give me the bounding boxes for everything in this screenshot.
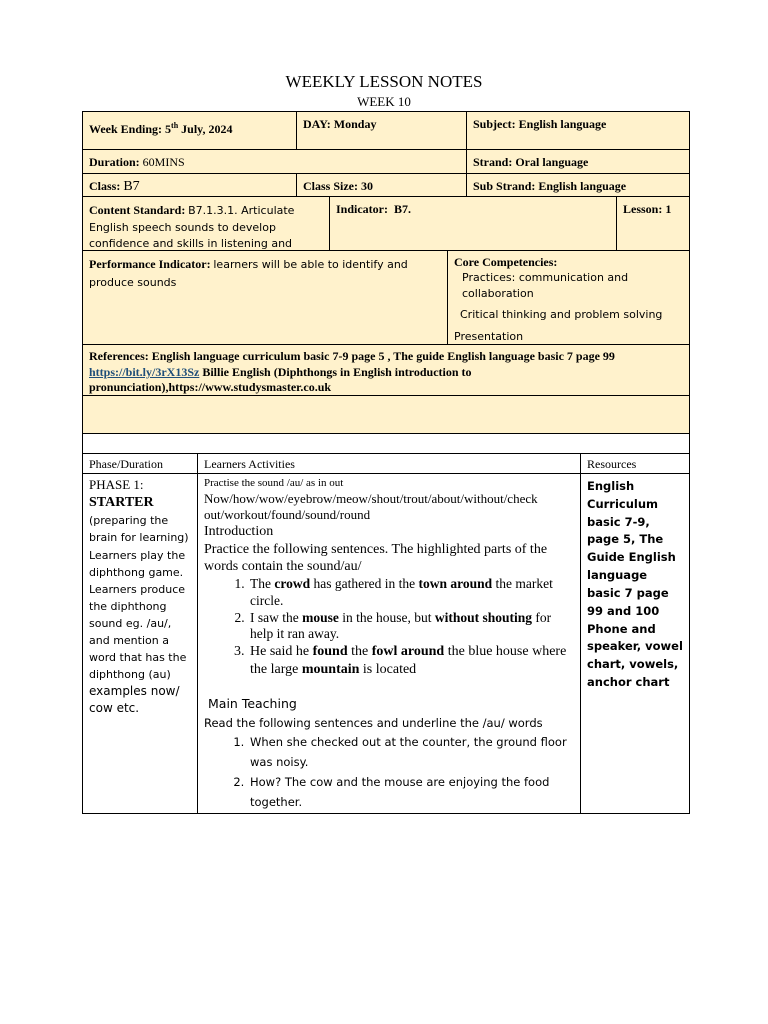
content-standard-text: . Articulate English speech sounds to develop confidence and skills in listening and xyxy=(89,204,295,250)
references-text1: English language curriculum basic 7-9 page 5 , The guide English language basic 7 page 99 xyxy=(151,349,615,363)
duration-value: 60MINS xyxy=(142,155,185,169)
class-size-label: Class Size: xyxy=(303,179,358,193)
lesson-cell xyxy=(616,196,690,251)
subject-label: Subject: xyxy=(473,117,516,131)
intro-sentence: 1. The crowd has gathered in the town around the market circle. xyxy=(248,576,574,610)
core-competencies-cell xyxy=(447,250,690,345)
day-value: Monday xyxy=(333,117,377,131)
strand-label: Strand: xyxy=(473,155,513,169)
sub-strand-label: Sub Strand: xyxy=(473,179,536,193)
document-title: WEEKLY LESSON NOTES xyxy=(285,72,483,91)
week-ending-label: Week Ending: xyxy=(89,122,166,136)
subject-cell xyxy=(466,111,690,150)
phase-name: STARTER xyxy=(89,494,154,510)
performance-label: Performance Indicator: xyxy=(89,257,211,271)
day-label: DAY: xyxy=(303,117,331,131)
core-item: Presentation xyxy=(454,329,524,343)
duration-cell xyxy=(82,149,467,174)
references-link[interactable]: https://bit.ly/3rX13Sz xyxy=(89,364,200,379)
core-item: Practices: communication and collaboration xyxy=(462,271,629,301)
main-sentence: 1. When she checked out at the counter, the ground floor was noisy. xyxy=(248,732,574,772)
week-ending-day: 5 xyxy=(165,122,172,136)
references-cell xyxy=(82,344,690,396)
activities-header: Learners Activities xyxy=(197,453,581,474)
intro-heading: Introduction xyxy=(204,524,274,540)
main-sentence-list xyxy=(204,732,574,813)
main-instruction: Read the following sentences and underline the /au/ words xyxy=(204,716,543,731)
phase-examples: examples now/ cow etc. xyxy=(89,683,180,716)
week-ending-sup: th xyxy=(171,121,179,130)
intro-instruction: Practice the following sentences. The highlighted parts of the words contain the sound/au/ xyxy=(204,542,548,575)
phase-title: PHASE 1: xyxy=(89,477,144,492)
strand-value: Oral language xyxy=(515,155,589,169)
intro-sentence: 2. I saw the mouse in the house, but without shouting for help it ran away. xyxy=(248,610,574,644)
performance-indicator-cell xyxy=(82,250,448,345)
subject-value: English language xyxy=(518,117,607,131)
activities-cell xyxy=(197,473,581,814)
content-standard-cell xyxy=(82,196,330,251)
sub-strand-value: English language xyxy=(538,179,627,193)
lesson-value: 1 xyxy=(665,202,672,216)
week-ending-cell xyxy=(82,111,297,150)
phase-note: (preparing the brain for learning) Learners play the diphthong game. Learners produce the diphthong sound eg. /au/, and mention a word that has the diphthong (au) xyxy=(89,514,189,681)
content-standard-code: B7.1.3.1 xyxy=(188,204,235,217)
class-cell xyxy=(82,173,297,197)
strand-cell xyxy=(466,149,690,174)
phase-header: Phase/Duration xyxy=(82,453,198,474)
core-label: Core Competencies: xyxy=(454,255,558,269)
week-number: WEEK 10 xyxy=(357,94,411,109)
week-ending-rest: July, 2024 xyxy=(178,122,233,136)
intro-sentence: 3. He said he found the fowl around the blue house where the large mountain is located xyxy=(248,643,574,678)
sub-strand-cell xyxy=(466,173,690,197)
content-standard-label: Content Standard: xyxy=(89,203,186,217)
performance-text: learners will be able to identify and produce sounds xyxy=(89,258,408,290)
day-cell xyxy=(296,111,467,150)
class-label: Class: xyxy=(89,179,121,193)
main-sentence: 2. How? The cow and the mouse are enjoying the food together. xyxy=(248,772,574,812)
phase-cell xyxy=(82,473,198,814)
references-text2: Billie English (Diphthongs in English introduction to pronunciation),https://www.studysmaster.co.uk xyxy=(89,364,472,395)
practise-line: Practise the sound /au/ as in out xyxy=(204,477,344,489)
resources-cell: English Curriculum basic 7-9, page 5, The Guide English language basic 7 page 99 and 100 Phone and speaker, vowel chart, vowels, anchor chart xyxy=(580,473,690,814)
class-size-value: 30 xyxy=(361,179,373,193)
indicator-value: B7. xyxy=(394,202,412,216)
intro-sentence-list xyxy=(204,576,574,679)
empty-row xyxy=(82,395,690,434)
word-list: Now/how/wow/eyebrow/meow/shout/trout/about/without/check out/workout/found/sound/round xyxy=(204,490,538,523)
indicator-cell xyxy=(329,196,617,251)
references-label: References: xyxy=(89,349,149,363)
duration-label: Duration: xyxy=(89,155,140,169)
lesson-label: Lesson: xyxy=(623,202,663,216)
indicator-label: Indicator: xyxy=(336,202,388,216)
resources-header: Resources xyxy=(580,453,690,474)
core-item: Critical thinking and problem solving xyxy=(460,308,663,322)
empty-white-row xyxy=(82,433,690,454)
main-heading: Main Teaching xyxy=(208,696,297,712)
class-value: B7 xyxy=(123,179,140,194)
class-size-cell xyxy=(296,173,467,197)
